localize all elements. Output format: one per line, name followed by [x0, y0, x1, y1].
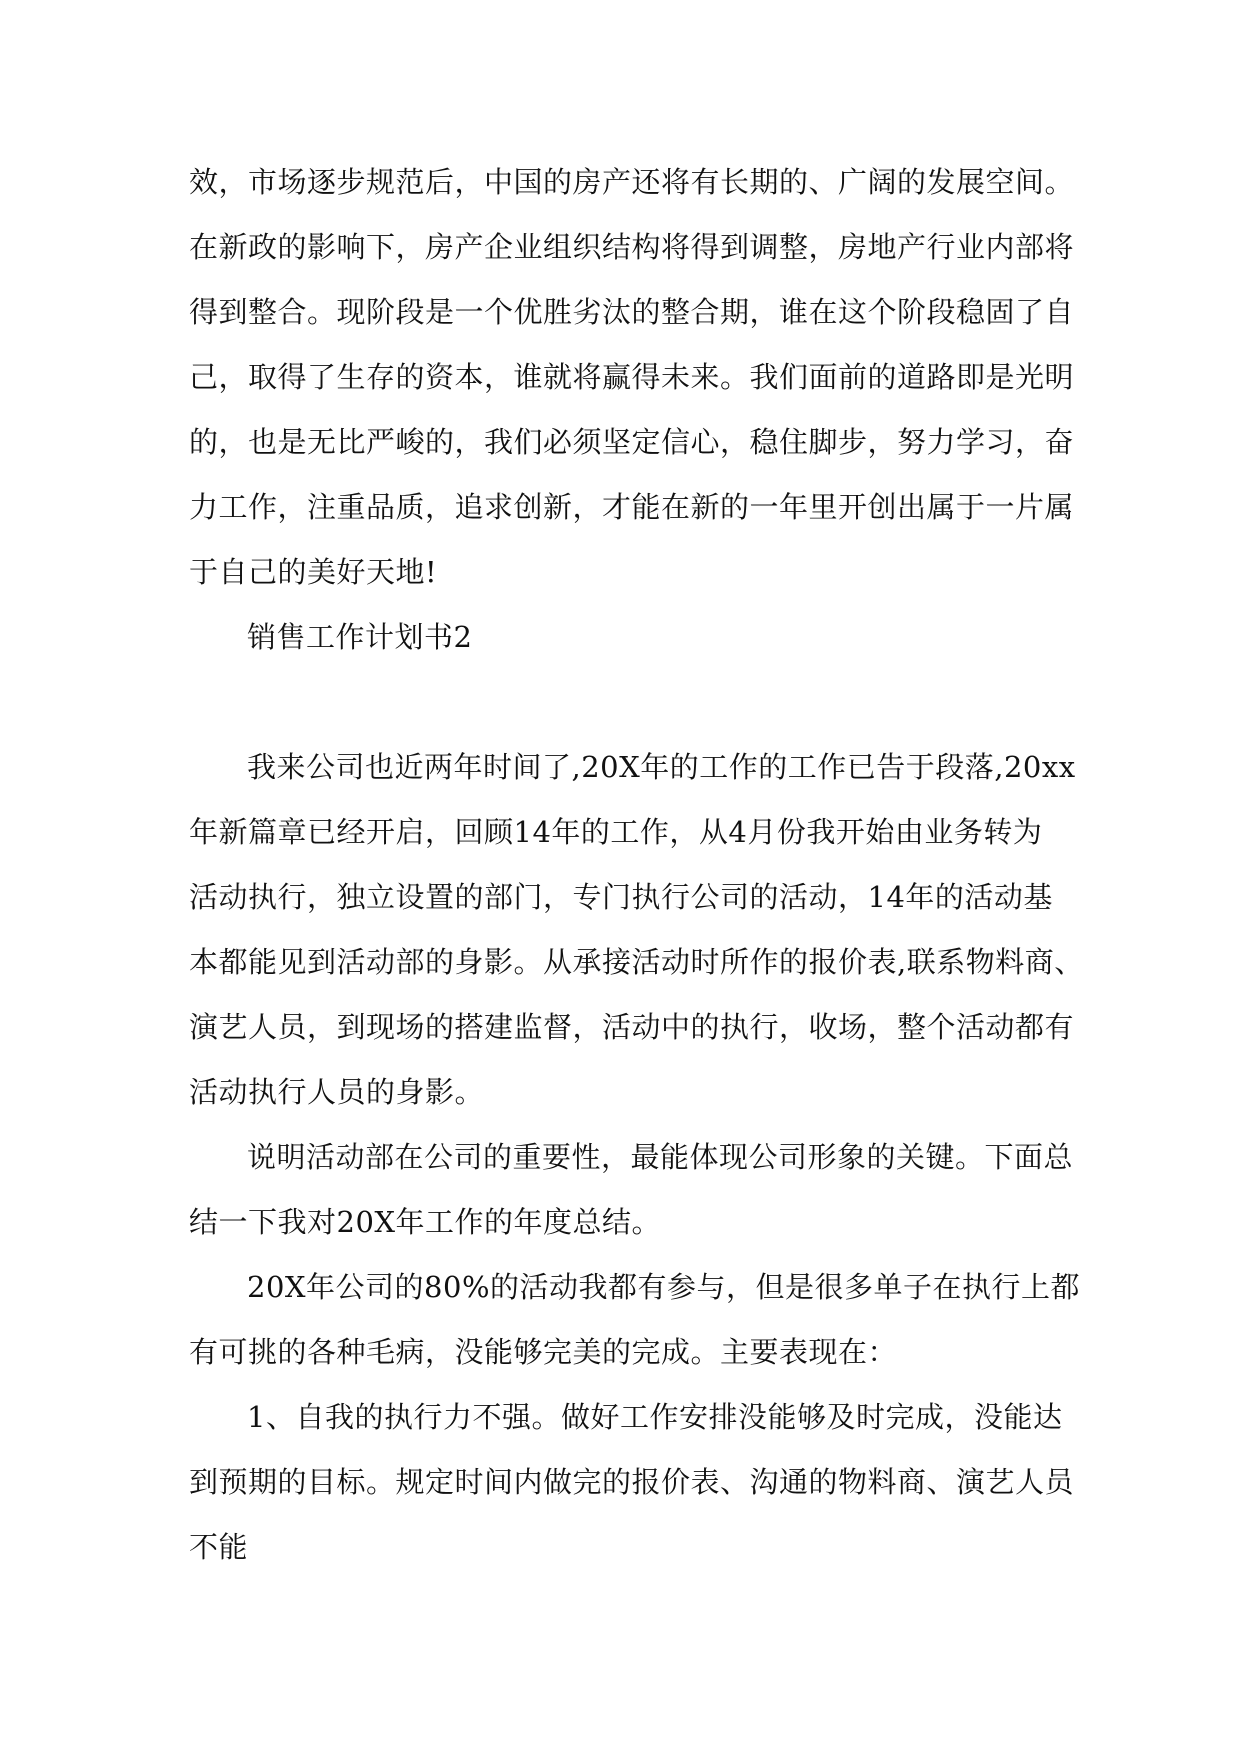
text-line: 在新政的影响下，房产企业组织结构将得到调整，房地产行业内部将	[189, 230, 1075, 264]
text-line: 说明活动部在公司的重要性，最能体现公司形象的关键。下面总	[247, 1140, 1074, 1174]
text-line: 20X年公司的80%的活动我都有参与，但是很多单子在执行上都	[247, 1270, 1081, 1304]
text-line: 本都能见到活动部的身影。从承接活动时所作的报价表,联系物料商、	[189, 945, 1084, 979]
document-body	[189, 150, 1084, 1580]
text-line: 效，市场逐步规范后，中国的房产还将有长期的、广阔的发展空间。	[189, 165, 1075, 199]
text-line: 己，取得了生存的资本，谁就将赢得未来。我们面前的道路即是光明	[189, 360, 1075, 394]
text-line: 年新篇章已经开启，回顾14年的工作，从4月份我开始由业务转为	[189, 815, 1043, 849]
text-line: 的，也是无比严峻的，我们必须坚定信心，稳住脚步，努力学习，奋	[189, 425, 1075, 459]
text-line: 演艺人员，到现场的搭建监督，活动中的执行，收场，整个活动都有	[189, 1010, 1075, 1044]
text-line: 活动执行，独立设置的部门，专门执行公司的活动，14年的活动基	[189, 880, 1053, 914]
section-heading: 销售工作计划书2	[247, 620, 473, 654]
text-line: 不能	[189, 1530, 249, 1564]
text-line: 我来公司也近两年时间了,20X年的工作的工作已告于段落,20xx	[247, 750, 1076, 784]
text-line: 到预期的目标。规定时间内做完的报价表、沟通的物料商、演艺人员	[189, 1465, 1075, 1499]
text-line: 结一下我对20X年工作的年度总结。	[189, 1205, 662, 1239]
text-line: 得到整合。现阶段是一个优胜劣汰的整合期，谁在这个阶段稳固了自	[189, 295, 1075, 329]
list-item: 1、自我的执行力不强。做好工作安排没能够及时完成，没能达	[247, 1400, 1063, 1434]
text-line: 活动执行人员的身影。	[189, 1075, 485, 1109]
text-line: 有可挑的各种毛病，没能够完美的完成。主要表现在：	[189, 1335, 898, 1369]
blank-line	[189, 670, 1064, 735]
text-line: 力工作，注重品质，追求创新，才能在新的一年里开创出属于一片属	[189, 490, 1075, 524]
text-line: 于自己的美好天地!	[189, 555, 438, 589]
